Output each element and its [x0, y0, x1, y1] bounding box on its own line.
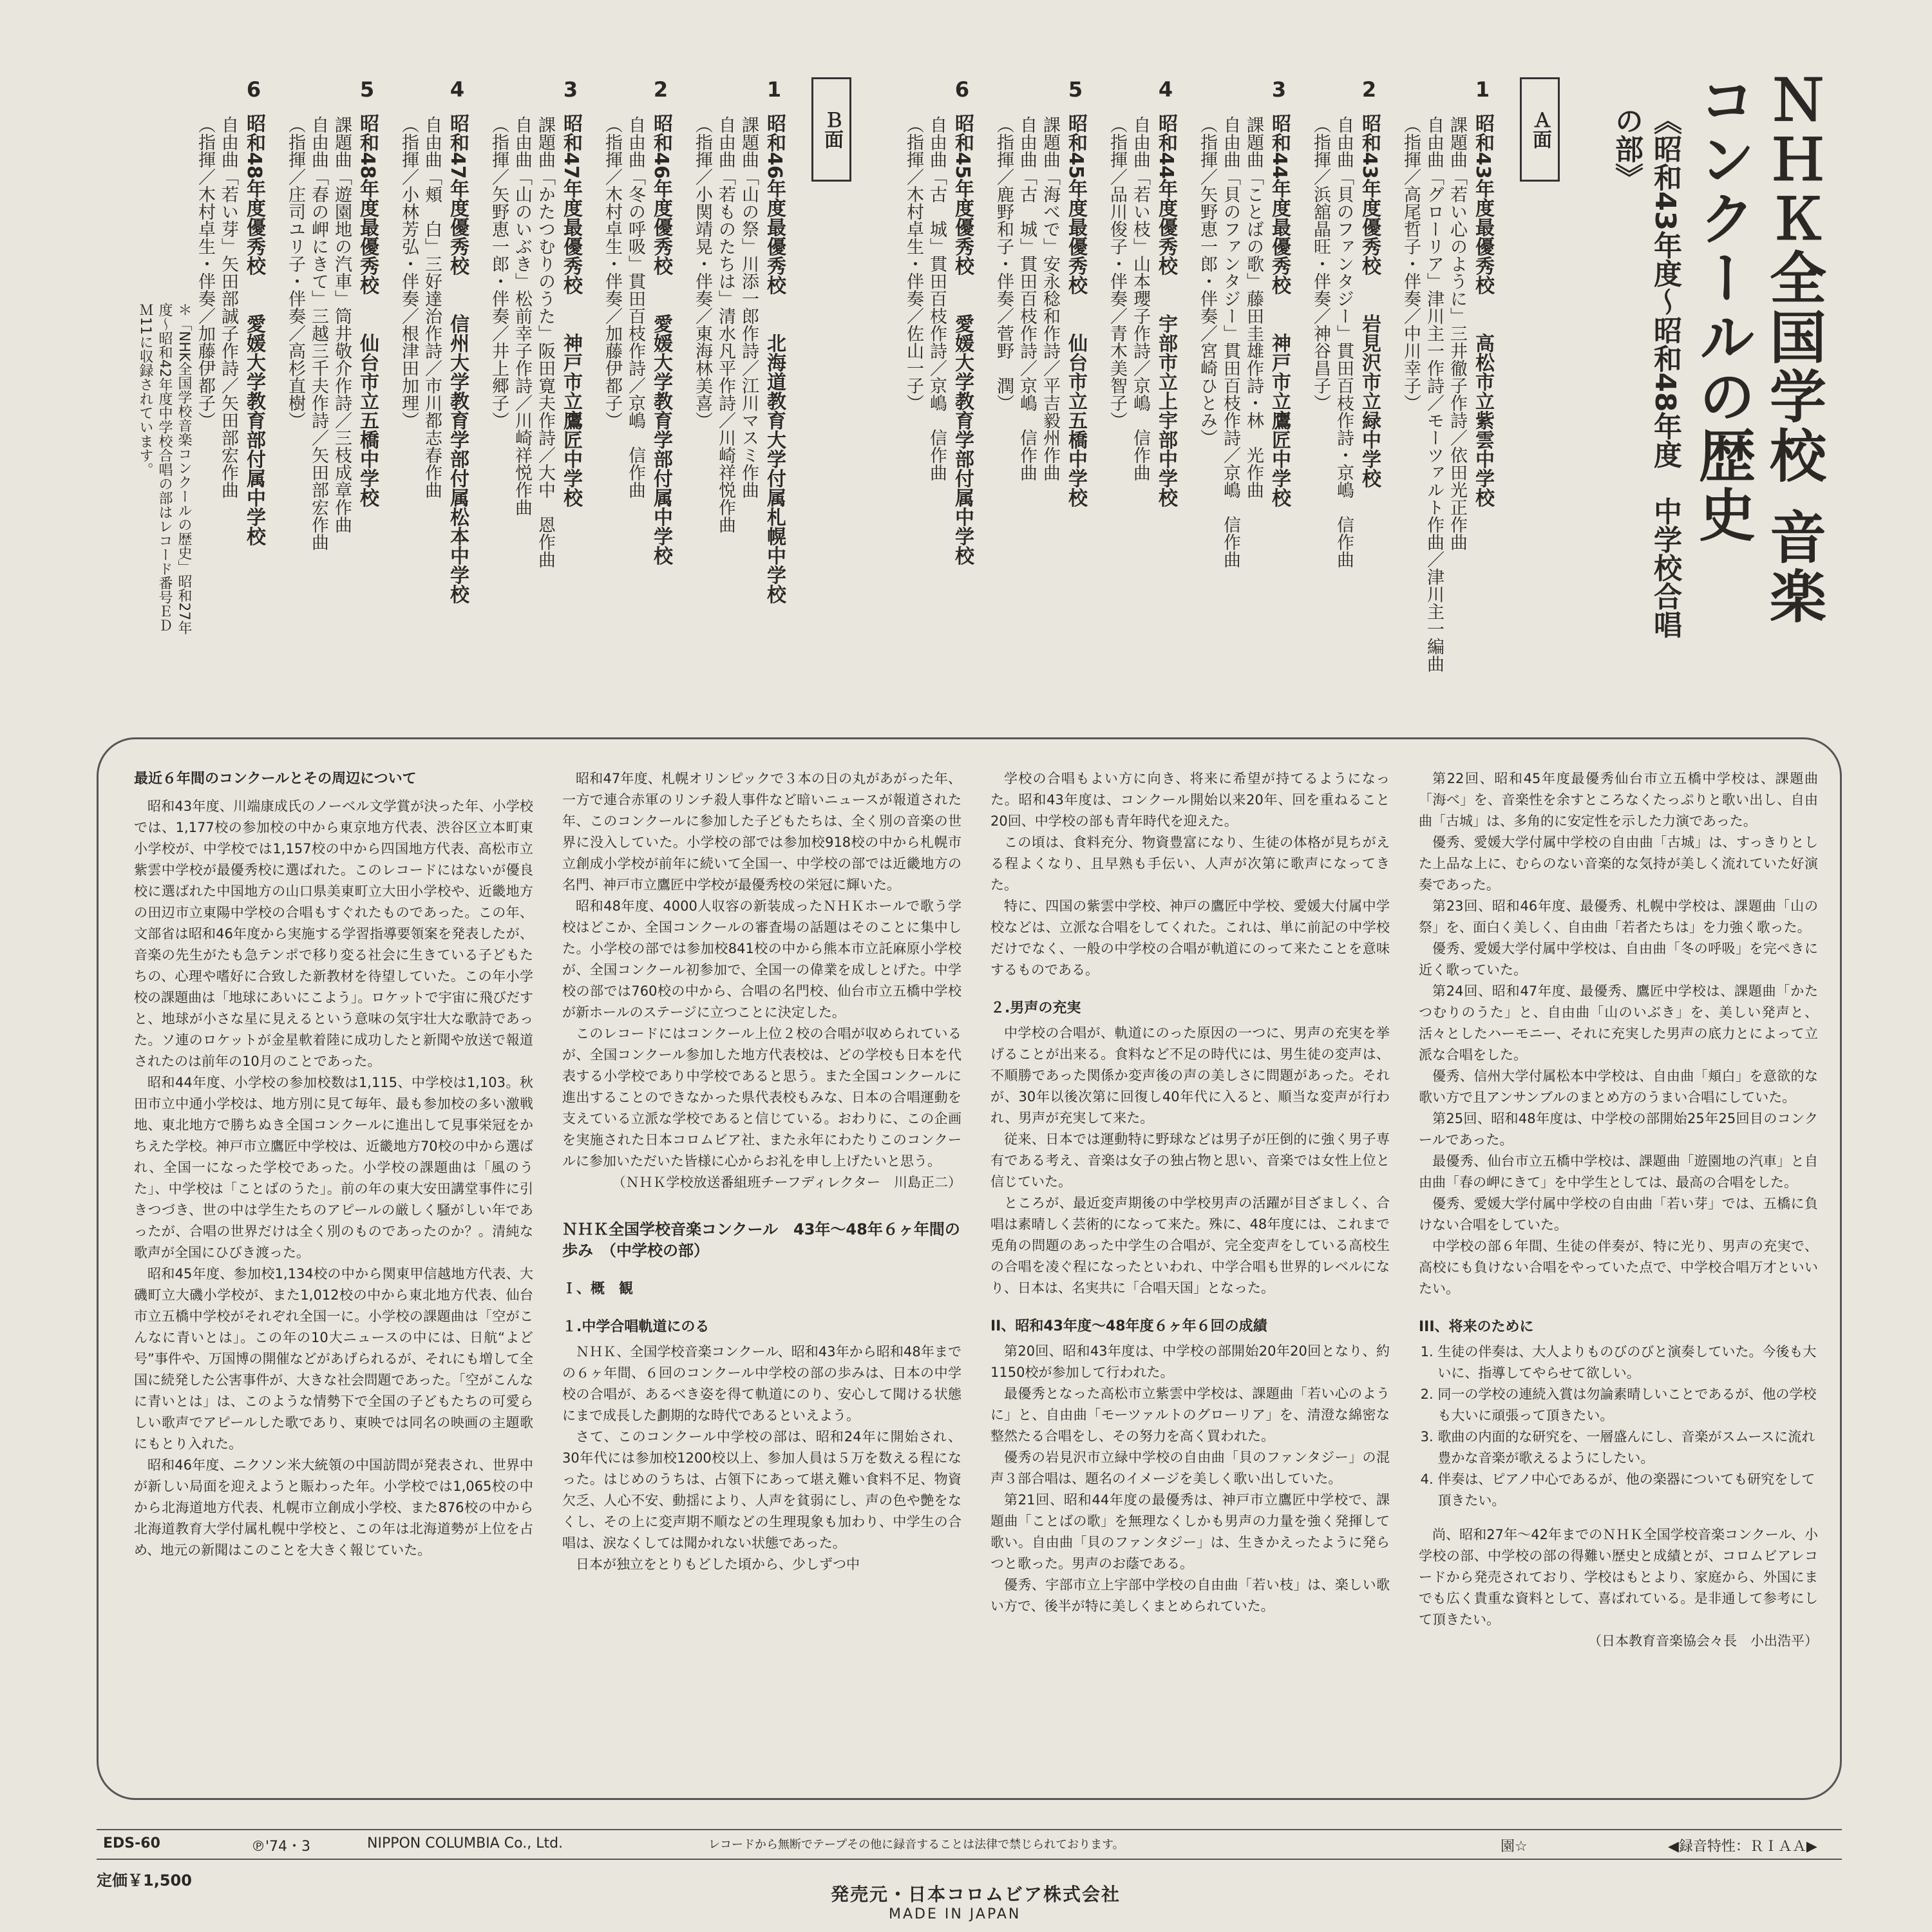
essay-heading: 最近６年間のコンクールとその周辺について [134, 771, 417, 787]
seller: 発売元・日本コロムビア株式会社 [831, 1884, 1121, 1905]
track-credit-line: 課題曲「山の祭」川添一郎作詩／江川マスミ作曲 [739, 116, 759, 498]
essay-paragraph: 優秀、愛媛大学付属中学校は、自由曲「冬の呼吸」を完ぺきに近く歌っていた。 [1419, 941, 1818, 978]
track-item [1105, 77, 1180, 507]
side-b-label: Ｂ面 [811, 77, 851, 182]
track-number: 1 [766, 77, 782, 102]
track-head [1151, 77, 1180, 507]
track-year-school [760, 113, 788, 604]
essay-paragraph: 中学校の部６年間、生徒の伴奏が、特に光り、男声の充実で、高校にも負けない合唱をやっていた点で、中学校合唱万才といいたい。 [1419, 1238, 1818, 1296]
track-credit-line: 自由曲「若い枝」山本瓔子作詩／京嶋 信作曲 [1130, 116, 1150, 481]
track-credit-line: 課題曲「海べで」安永稔和作詩／平吉毅州作曲 [1040, 116, 1060, 481]
track-school: 高松市立紫雲中学校 [1472, 333, 1494, 507]
track-item [600, 77, 675, 565]
track-credit-line: 課題曲「遊園地の汽車」筒井敬介作詩／三枝成章作曲 [332, 116, 352, 533]
essay-paragraph: このレコードにはコンクール上位２校の合唱が収められているが、全国コンクール参加した地方代表校は、どの学校も日本を代表する小学校であり中学校であると思う。また全国コンクールに進出することのできなかった県代表校もみな、日本の合唱運動を支えている立派な学校であると信じている。おわりに、この企画を実施された日本コロムビア社、また永年にわたりこのコンクールに参加いただいた皆様に心からお礼を申し上げたいと思う。 [562, 1026, 961, 1169]
essay-paragraph: 優秀、愛媛大学付属中学校の自由曲「古城」は、すっきりとした上品な上に、むらのない音楽的な気持が美しく流れていた好演奏であった。 [1419, 835, 1818, 893]
track-credit-line: 自由曲「古 城」貫田百枝作詩／京嶋 信作曲 [927, 116, 947, 481]
future-list-item: 3. 歌曲の内面的な研究を、一層盛んにし、音楽がスムースに流れ豊かな音楽が歌えるようにしたい。 [1437, 1426, 1818, 1469]
track-year-school [948, 113, 976, 565]
track-credit-line: （指揮／木村卓生・伴奏／加藤伊都子） [195, 116, 215, 429]
essay-column-4 [1419, 768, 1818, 1652]
track-year-school [353, 113, 381, 507]
track-year-school [443, 113, 471, 604]
track-credit-line: （指揮／小林芳弘・伴奏／根津田加理） [399, 116, 419, 429]
track-head [1355, 77, 1383, 488]
track-year-school [1151, 113, 1180, 507]
track-credit-line: （指揮／浜舘晶旺・伴奏／神谷昌子） [1311, 116, 1331, 412]
track-credit-line: 課題曲「かたつむりのうた」阪田寛夫作詩／大中 恩作曲 [535, 116, 555, 568]
essay-column-2 [562, 768, 961, 1575]
price: 定価￥1,500 [97, 1871, 192, 1889]
track-school: 神戸市立鷹匠中学校 [1268, 333, 1291, 507]
track-credit-line: 課題曲「ことばの歌」藤田圭雄作詩・林 光作曲 [1244, 116, 1264, 498]
track-year: 昭和45年度優秀校 [951, 113, 974, 276]
essay-paragraph: さて、このコンクール中学校の部は、昭和24年に開始され、30年代には参加校1200校以上、参加人員は５万を数える程になった。はじめのうちは、占領下にあって堪え難い食料不足、物資欠乏、人心不安、動揺により、人声を貧弱にし、声の色や艶をなくし、その上に変声期不順などの生理現象も加わり、中学生の合唱は、涙なくしては聞かれない状態であった。 [562, 1429, 961, 1551]
track-school: 神戸市立鷹匠中学校 [560, 333, 582, 507]
track-head [1061, 77, 1090, 507]
track-head [1265, 77, 1293, 507]
catalog-number: EDS-60 [103, 1835, 160, 1852]
essay-paragraph: 昭和45年度、参加校1,134校の中から関東甲信越地方代表、大磯町立大磯小学校が、また1,012校の中から東北地方代表、仙台市立五橋中学校がそれぞれ全国一に。小学校の課題曲は「空がこんなに青いとは」。この年の10大ニュースの中には、日航“よど号”事件や、万国博の開催などがあげられるが、それにも増して全国に続発した公害事件が、大きな社会問題であった。「空がこんなに青いとは」は、このような情勢下で全国の子どもたちの可愛らしい歌声でアピールした歌であり、東映では同名の映画の主題歌にもとり入れた。 [134, 1266, 533, 1452]
section-results: II、昭和43年度〜48年度６ヶ年６回の成績 [990, 1318, 1267, 1334]
track-credit-line: （指揮／小関靖晃・伴奏／東海林美喜） [692, 116, 712, 429]
essay-paragraph: 第25回、昭和48年度は、中学校の部開始25年25回目のコンクールであった。 [1419, 1111, 1818, 1148]
footer-info-bar [97, 1829, 1842, 1860]
company-name: NIPPON COLUMBIA Co., Ltd. [367, 1835, 564, 1852]
essay-paragraph: 昭和48年度、4000人収容の新装成ったＮＨＫホールで歌う学校はどこか、全国コンクールの審査場の話題はそのことに集中した。小学校の部では参加校841校の中から熊本市立託麻原小学校が、全国コンクール初参加で、全国一の偉業を成しとげた。中学校の部では760校の中から、合唱の名門校、仙台市立五橋中学校が新ホールのステージに立つことに決定した。 [562, 898, 961, 1020]
essay-paragraph: ところが、最近変声期後の中学校男声の活躍が目ざましく、合唱は素晴しく芸術的になって来た。殊に、48年度には、これまで兎角の問題のあった中学生の合唱が、完全変声をしている高校生の合唱を凌ぐ程になったといわれ、中学合唱も世界的レベルになり、日本は、名実共に「合唱天国」となった。 [990, 1195, 1390, 1296]
track-school: 信州大学教育学部付属松本中学校 [446, 314, 469, 604]
track-year: 昭和47年度最優秀校 [560, 113, 582, 295]
track-head [240, 77, 268, 546]
track-school: 愛媛大学教育学部付属中学校 [650, 314, 672, 565]
track-number: 4 [450, 77, 465, 102]
side-a-label: Ａ面 [1520, 77, 1560, 182]
track-item [992, 77, 1090, 507]
copy-warning: レコードから無断でテープその他に録音することは法律で禁じられております。 [708, 1838, 1124, 1852]
album-subtitle: 《昭和43年度〜昭和48年度 中学校合唱の部》 [1610, 106, 1681, 639]
future-list-item: 4. 伴奏は、ピアノ中心であるが、他の楽器についても研究をして頂きたい。 [1437, 1469, 1818, 1511]
track-credit-line: 自由曲「グローリア」津川主一作詩／モーツァルト作曲／津川主一編曲 [1424, 116, 1444, 672]
essay-paragraph: 最優秀、仙台市立五橋中学校は、課題曲「遊園地の汽車」と自由曲「春の岬にきて」を中学生としては、最高の合唱をした。 [1419, 1153, 1818, 1190]
track-number: 5 [359, 77, 375, 102]
track-head [353, 77, 381, 507]
track-item [1309, 77, 1383, 568]
track-credit-line: 自由曲「貝のファンタジー」貫田百枝作詩・京嶋 信作曲 [1334, 116, 1354, 568]
section-overview: Ｉ、概 観 [562, 1281, 634, 1297]
track-credit-line: （指揮／鹿野和子・伴奏／菅野 潤） [994, 116, 1014, 412]
essay-paragraph: 最優秀となった高松市立紫雲中学校は、課題曲「若い心のように」と、自由曲「モーツァルトのグローリア」を、清澄な綿密な整然たる合唱をし、その努力を高く買われた。 [990, 1386, 1390, 1444]
essay-paragraph: 優秀、愛媛大学付属中学校の自由曲「若い芽」では、五橋に負けない合唱をしていた。 [1419, 1196, 1818, 1233]
track-credit-line: （指揮／矢野恵一郎・伴奏／宮崎ひとみ） [1197, 116, 1217, 446]
track-year: 昭和45年度最優秀校 [1065, 113, 1087, 295]
track-number: 4 [1158, 77, 1173, 102]
track-year-school [556, 113, 585, 507]
essay-paragraph: 第20回、昭和43年度は、中学校の部開始20年20回となり、約1150校が参加して行われた。 [990, 1343, 1390, 1380]
essay-paragraph: 昭和44年度、小学校の参加校数は1,115、中学校は1,103。秋田市立中通小学校は、地方別に見て毎年、最も参加校の多い激戦地、東北地方で勝ちぬき全国コンクールに進出して見事栄冠をかちえた学校。神戸市立鷹匠中学校は、近畿地方70校の中から選ばれ、全国一になった学校であった。小学校の課題曲は「風のうた」、中学校は「ことばのうた」。前の年の東大安田講堂事件に引きつづき、世の中は学生たちのアピールの厳しく騒がしい年であったが、合唱の世界だけは全く別のものであったのか？。清純な歌声が全国にひびき渡った。 [134, 1075, 533, 1260]
essay-paragraph: 第21回、昭和44年度の最優秀は、神戸市立鷹匠中学校で、課題曲「ことばの歌」を無理なくしかも男声の力量を強く発揮して歌い。自由曲「貝のファンタジー」は、生きかえったように発らつと歌った。男声のお蔭である。 [990, 1492, 1390, 1571]
track-credit-line: （指揮／庄司ユリ子・伴奏／高杉直樹） [285, 116, 305, 429]
track-item [487, 77, 585, 568]
mark-symbol: 園☆ [1501, 1839, 1528, 1855]
track-item [1399, 77, 1497, 672]
track-number: 3 [1271, 77, 1287, 102]
section-future: III、将来のために [1419, 1319, 1534, 1335]
track-credit-line: 自由曲「冬の呼吸」貫田百枝作詩／京嶋 信作曲 [625, 116, 645, 498]
track-year: 昭和47年度優秀校 [446, 113, 469, 276]
closing-paragraph: 尚、昭和27年〜42年までのＮＨＫ全国学校音楽コンクール、小学校の部、中学校の部の得難い歴史と成績とが、コロムビアレコードから発売されており、学校はもとより、家庭から、外国にまでも広く貴重な資料として、喜ばれている。是非通して参考にして頂きたい。 [1419, 1527, 1818, 1627]
track-year: 昭和46年度優秀校 [650, 113, 672, 276]
subsection-track: １.中学合唱軌道にのる [562, 1319, 710, 1335]
essay-paragraph: 優秀、信州大学付属松本中学校は、自由曲「頬白」を意欲的な歌い方で且アンサンブルのまとめ方のうまい合唱にしていた。 [1419, 1068, 1818, 1105]
track-head [647, 77, 675, 565]
track-number: 3 [563, 77, 578, 102]
track-head [1468, 77, 1497, 507]
essay-paragraph: 昭和46年度、ニクソン米大統領の中国訪問が発表され、世界中が新しい局面を迎えようと賑わった年。小学校では1,065校の中から北海道地方代表、札幌市立創成小学校、また876校の中から北海道教育大学付属札幌中学校と、この年は北海道勢が上位を占め、地元の新聞はこのことを大きく報じていた。 [134, 1457, 533, 1558]
track-credit-line: 自由曲「山のいぶき」松前幸子作詩／川崎祥悦作曲 [512, 116, 532, 516]
track-head [760, 77, 788, 604]
essay-paragraph: 第23回、昭和46年度、最優秀、札幌中学校は、課題曲「山の祭」を、面白く美しく、自由曲「若者たちは」を力強く歌った。 [1419, 898, 1818, 935]
track-number: 6 [246, 77, 261, 102]
track-credit-line: （指揮／矢野恵一郎・伴奏／井上郷子） [489, 116, 509, 429]
track-year-school [1265, 113, 1293, 507]
track-school: 岩見沢市立緑中学校 [1358, 314, 1381, 488]
track-item [193, 77, 268, 546]
track-year-school [647, 113, 675, 565]
history-heading: ＮＨＫ全国学校音楽コンクール 43年〜48年６ヶ年間の歩み （中学校の部） [562, 1220, 960, 1260]
phonogram-year: ℗'74・3 [251, 1839, 311, 1855]
track-school: 愛媛大学教育学部付属中学校 [951, 314, 974, 565]
footer [97, 1823, 1842, 1926]
track-number: 5 [1068, 77, 1083, 102]
track-head [443, 77, 471, 604]
track-head [948, 77, 976, 565]
track-credit-line: （指揮／木村卓生・伴奏／加藤伊都子） [602, 116, 622, 429]
track-credit-line: 自由曲「若ものたちは」清水凡平作詩／川崎祥悦作曲 [715, 116, 735, 533]
track-year: 昭和44年度最優秀校 [1268, 113, 1291, 295]
track-school: 北海道教育大学付属札幌中学校 [763, 333, 786, 604]
track-year-school [1468, 113, 1497, 507]
essay-paragraph: この頃は、食料充分、物資豊富になり、生徒の体格が見ちがえる程よくなり、且早熟も手伝い、人声が次第に歌声になってきた。 [990, 835, 1390, 893]
track-school: 宇部市立上宇部中学校 [1155, 314, 1177, 507]
track-number: 2 [1361, 77, 1377, 102]
track-credit-line: 自由曲「古 城」貫田百枝作詩／京嶋 信作曲 [1017, 116, 1037, 481]
essay-column-3 [990, 768, 1390, 1617]
track-number: 1 [1475, 77, 1490, 102]
track-item [283, 77, 381, 551]
riaa-label: ◀録音特性：ＲＩＡＡ▶ [1668, 1839, 1817, 1855]
track-year: 昭和48年度優秀校 [243, 113, 265, 276]
album-title: ＮＨＫ全国学校 音楽コンクールの歴史 [1690, 71, 1827, 627]
track-credit-line: 自由曲「春の岬にきて」三越三千夫作詩／矢田部宏作曲 [308, 116, 328, 551]
future-list-item: 2. 同一の学校の連続入賞は勿論素晴しいことであるが、他の学校も大いに頑張って頂きたい。 [1437, 1384, 1818, 1426]
essay-paragraph: 中学校の合唱が、軌道にのった原因の一つに、男声の充実を挙げることが出来る。食料など不足の時代には、男生徒の変声は、不順勝であった関係か変声後の声の美しさに問題があった。それが、30年以後次第に回復し40年代に入ると、順当な変声が行われ、男声が充実して来た。 [990, 1025, 1390, 1126]
essay-paragraph: 第22回、昭和45年度最優秀仙台市立五橋中学校は、課題曲「海べ」を、音楽性を余すところなくたっぷりと歌い出し、自由曲「古城」は、多角的に安定性を示した力演であった。 [1419, 771, 1818, 829]
track-credit-line: 自由曲「頬 白」三好達治作詩／市川都志春作曲 [422, 116, 442, 498]
track-year-school [240, 113, 268, 546]
track-school: 仙台市立五橋中学校 [356, 333, 379, 507]
side-b-tracklist [195, 77, 863, 721]
essay-paragraph: 昭和47年度、札幌オリンピックで３本の日の丸があがった年、一方で連合赤軍のリンチ殺人事件など暗いニュースが報道された年、このコンクールに参加した子どもたちは、全く別の音楽の世界に没入していた。小学校の部では参加校918校の中から札幌市立創成小学校が前年に続いて全国一、中学校の部では近畿地方の名門、神戸市立鷹匠中学校が最優秀校の栄冠に輝いた。 [562, 771, 961, 893]
track-credit-line: （指揮／高尾哲子・伴奏／中川幸子） [1401, 116, 1421, 412]
essay-column-1 [134, 768, 533, 1561]
made-in-japan: MADE IN JAPAN [889, 1906, 1021, 1922]
track-year: 昭和46年度最優秀校 [763, 113, 786, 295]
track-year: 昭和48年度最優秀校 [356, 113, 379, 295]
track-credit-line: 自由曲「若い芽」矢田部誠子作詩／矢田部宏作曲 [218, 116, 238, 498]
essay-paragraph: 特に、四国の紫雲中学校、神戸の鷹匠中学校、愛媛大付属中学校などは、立派な合唱をしてくれた。これは、単に前記の中学校だけでなく、一般の中学校の合唱が軌道にのって来たことを意味するものである。 [990, 898, 1390, 978]
future-list-item: 1. 生徒の伴奏は、大人よりものびのびと演奏していた。今後も大いに、指導してやらせて欲しい。 [1437, 1341, 1818, 1384]
track-item [1195, 77, 1293, 568]
essay-paragraph: 優秀の岩見沢市立緑中学校の自由曲「貝のファンタジー」の混声３部合唱は、題名のイメージを美しく歌い出していた。 [990, 1450, 1390, 1486]
track-number: 2 [653, 77, 668, 102]
liner-notes-box [97, 737, 1842, 1800]
track-school: 仙台市立五橋中学校 [1065, 333, 1087, 507]
track-year: 昭和43年度優秀校 [1358, 113, 1381, 276]
essay-paragraph: 従来、日本では運動特に野球などは男子が圧倒的に強く男子専有である考え、音楽は女子の独占物と思い、音楽では女性上位と信じていた。 [990, 1132, 1390, 1189]
track-head [556, 77, 585, 507]
series-note: ＊「NHK全国学校音楽コンクールの歴史」昭和27年度〜昭和42年度中学校合唱の部はレコード番号ＥＤＭ11に収録されています。 [137, 303, 192, 635]
track-year: 昭和43年度最優秀校 [1472, 113, 1494, 295]
side-a-tracklist [837, 77, 1571, 721]
essay-signature-2: （日本教育音楽協会々長 小出浩平） [1588, 1633, 1818, 1649]
track-credit-line: （指揮／品川俊子・伴奏／青木美智子） [1107, 116, 1127, 429]
track-year: 昭和44年度優秀校 [1155, 113, 1177, 276]
essay-paragraph: 学校の合唱もよい方に向き、将来に希望が持てるようになった。昭和43年度は、コンクール開始以来20年、回を重ねること20回、中学校の部も青年時代を迎えた。 [990, 771, 1390, 829]
essay-paragraph: 優秀、宇部市立上宇部中学校の自由曲「若い枝」は、楽しい歌い方で、後半が特に美しくまとめられていた。 [990, 1577, 1390, 1614]
track-school: 愛媛大学教育部付属中学校 [243, 314, 265, 546]
essay-paragraph: 昭和43年度、川端康成氏のノーベル文学賞が決った年、小学校では、1,177校の参加校の中から東京地方代表、渋谷区立本町東小学校が、中学校では1,157校の中から四国地方代表、高松市立紫雲中学校が最優秀校に選ばれた。このレコードにはないが優良校に選ばれた中国地方の山口県美東町立大田小学校や、近畿地方の田辺市立東陽中学校の合唱もすぐれたものであった。この年、文部省は昭和46年度から実施する学習指導要領案を発表したが、音楽の先生がたも急テンポで移り変る社会に生きている子どもたちの、心理や嗜好に合致した新教材を待望していた。この年小学校の課題曲は「地球にあいにこよう」。ロケットで宇宙に飛びだすと、地球が小さな星に見えるという意味の気宇壮大な歌詩であった。ソ連のロケットが金星軟着陸に成功したと新聞や放送で報道されたのは前年の10月のことであった。 [134, 799, 533, 1069]
track-number: 6 [954, 77, 970, 102]
track-item [690, 77, 788, 604]
essay-paragraph: 第24回、昭和47年度、最優秀、鷹匠中学校は、課題曲「かたつむりのうた」と、自由曲「山のいぶき」を、美しい発声と、活々としたハーモニー、それに充実した男声の底力とによって立派な合唱をした。 [1419, 983, 1818, 1063]
subsection-male-voice: ２.男声の充実 [990, 1000, 1081, 1016]
track-credit-line: （指揮／木村卓生・伴奏／佐山一子） [904, 116, 923, 412]
track-credit-line: 課題曲「若い心のように」三井徹子作詩／依田光正作曲 [1447, 116, 1467, 551]
essay-paragraph: ＮＨＫ、全国学校音楽コンクール、昭和43年から昭和48年までの６ヶ年間、６回のコンクール中学校の部の歩みは、日本の中学校の合唱が、あるべき姿を得て軌道にのり、安心して聞ける状態にまで成長した劃期的な時代であるといえよう。 [562, 1344, 961, 1423]
track-year-school [1355, 113, 1383, 488]
essay-paragraph: 日本が独立をとりもどした頃から、少しずつ中 [576, 1557, 860, 1572]
track-year-school [1061, 113, 1090, 507]
essay-signature-1: （ＮＨＫ学校放送番組班チーフディレクター 川島正二） [612, 1175, 961, 1190]
track-item [902, 77, 976, 565]
track-credit-line: 自由曲「貝のファンタジー」貫田百枝作詩／京嶋 信作曲 [1220, 116, 1240, 568]
track-item [397, 77, 471, 604]
